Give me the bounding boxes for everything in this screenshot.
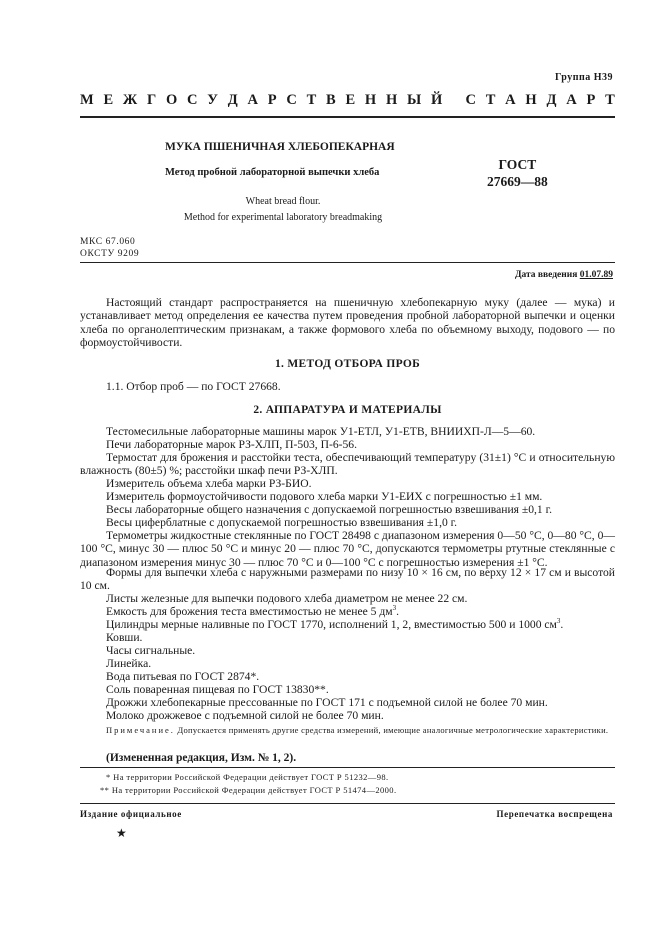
gost-label: ГОСТ — [498, 157, 537, 172]
banner-letter: В — [326, 92, 336, 108]
footnote-1: * На территории Российской Федерации действует ГОСТ Р 51232—98. — [106, 772, 389, 782]
equipment-line-10: Листы железные для выпечки подового хлеба диаметром не менее 22 см. — [106, 592, 468, 605]
equipment-line-12: Цилиндры мерные наливные по ГОСТ 1770, исполнений 1, 2, вместимостью 500 и 1000 $см^3$. — [106, 617, 564, 631]
banner-letter: У — [207, 92, 218, 108]
banner-letter: Н — [525, 92, 537, 108]
gost-number: 27669—88 — [487, 174, 548, 189]
banner-letter: Е — [103, 92, 114, 108]
english-title — [0, 194, 566, 226]
equipment-line-18: Дрожжи хлебопекарные прессованные по ГОСТ 171 с подъемной силой не более 70 мин. — [106, 696, 548, 709]
equipment-line-16: Вода питьевая по ГОСТ 2874*. — [106, 670, 260, 683]
introduction-date-value: 01.07.89 — [579, 270, 613, 280]
equipment-line-13: Ковши. — [106, 631, 143, 644]
equipment-line-17: Соль поваренная пищевая по ГОСТ 13830**. — [106, 683, 329, 696]
equipment-line-4: Измеритель объема хлеба марки РЗ-БИО. — [106, 477, 312, 490]
banner-letter: Й — [431, 92, 443, 108]
document-title: МУКА ПШЕНИЧНАЯ ХЛЕБОПЕКАРНАЯ — [165, 141, 395, 153]
document-subtitle: Метод пробной лабораторной выпечки хлеба — [165, 167, 380, 178]
banner-letter: С — [465, 92, 476, 108]
banner-letter: Д — [546, 92, 557, 108]
equipment-paragraph-8: Термометры жидкостные стеклянные по ГОСТ 28498 с диапазоном измерения 0—50 °С, 0—80 °С, 0—100 °С, минус 30 — плюс 50 °С и минус 20 — плюс 70 °С, допускаются термометры ртутные стеклянные с диапазоном измерения минус 30 — плюс 70 °С и 0—100 °С с погрешностью измерения ±1 °С. — [80, 529, 615, 569]
group-label: Группа Н39 — [555, 72, 613, 83]
banner-letter: Н — [385, 92, 398, 108]
classification-codes — [80, 236, 139, 260]
header-rule — [80, 116, 615, 118]
equipment-line-6: Весы лабораторные общего назначения с допускаемой погрешностью взвешивания ±0,1 г. — [106, 503, 552, 516]
section-2-heading: 2. АППАРАТУРА И МАТЕРИАЛЫ — [253, 404, 442, 416]
banner-letter: Е — [345, 92, 356, 108]
gost-designation — [487, 156, 548, 190]
banner-letter: А — [505, 92, 516, 108]
banner-letter — [452, 92, 456, 112]
equipment-line-5: Измеритель формоустойчивости подового хлеба марки У1-ЕИХ с погрешностью ±1 мм. — [106, 490, 543, 503]
equipment-line-19: Молоко дрожжевое с подъемной силой не более 70 мин. — [106, 709, 384, 722]
banner-letter: С — [286, 92, 297, 108]
equipment-paragraph-9: Формы для выпечки хлеба с наружными размерами по низу 10 × 16 см, по верху 12 × 17 см и высотой 10 см. — [80, 566, 615, 593]
edition-label: Издание официальное — [80, 809, 182, 819]
mks-code: МКС 67.060 — [80, 237, 136, 247]
equipment-line-2: Печи лабораторные марок РЗ-ХЛП, П-503, П-6-56. — [106, 438, 357, 451]
footnote-rule — [80, 767, 615, 768]
equipment-line-1: Тестомесильные лабораторные машины марок У1-ЕТЛ, У1-ЕТВ, ВНИИХП-Л—5—60. — [106, 425, 536, 438]
banner-letter: Т — [306, 92, 317, 108]
equipment-line-14: Часы сигнальные. — [106, 644, 196, 657]
banner-letter: Ы — [407, 92, 422, 108]
section-1-item: 1.1. Отбор проб — по ГОСТ 27668. — [106, 380, 281, 393]
reprint-notice: Перепечатка воспрещена — [496, 809, 613, 819]
banner-letter: А — [247, 92, 258, 108]
banner-letter: С — [187, 92, 198, 108]
banner-letter: Ж — [122, 92, 138, 108]
banner-letter: Г — [147, 92, 157, 108]
banner-letter: М — [80, 92, 94, 108]
section-1-heading: 1. МЕТОД ОТБОРА ПРОБ — [275, 358, 420, 370]
okstu-code: ОКСТУ 9209 — [80, 249, 140, 259]
banner-letter: А — [566, 92, 577, 108]
english-title-line-2: Method for experimental laboratory breadmaking — [183, 212, 383, 223]
note-text: Допускается применять другие средства измерений, имеющие аналогичные метрологические характеристики. — [177, 725, 609, 735]
banner-letter: Р — [267, 92, 277, 108]
note-label: Примечание. — [106, 725, 175, 735]
banner-letter: Д — [227, 92, 238, 108]
note-paragraph — [80, 725, 615, 737]
equipment-line-7: Весы циферблатные с допускаемой погрешностью взвешивания ±1,0 г. — [106, 516, 458, 529]
interstate-standard-banner — [80, 92, 615, 112]
amendment-note: (Измененная редакция, Изм. № 1, 2). — [106, 752, 297, 764]
banner-letter: О — [166, 92, 178, 108]
equipment-line-15: Линейка. — [106, 657, 152, 670]
introduction-date-label: Дата введения — [514, 270, 578, 280]
equipment-line-11: Емкость для брожения теста вместимостью не менее 5 $дм^3$. — [106, 604, 400, 618]
footer-rule — [80, 803, 615, 804]
banner-letter: Т — [485, 92, 496, 108]
english-title-line-1: Wheat bread flour. — [245, 196, 321, 207]
banner-letter: Т — [605, 92, 615, 108]
intro-paragraph: Настоящий стандарт распространяется на пшеничную хлебопекарную муку (далее — мука) и устанавливает метод определения ее качества путем проведения пробной лабораторной выпечки и оценки хлеба по органолептическим признакам, а также формового хлеба по объемному выходу, подового — по формоустойчивости. — [80, 296, 615, 350]
star-icon: ★ — [116, 826, 127, 840]
banner-letter: Р — [586, 92, 596, 108]
codes-rule — [80, 262, 615, 263]
equipment-paragraph-3: Термостат для брожения и расстойки теста, обеспечивающий температуру (31±1) °С и относительную влажность (80±5) %; расстойки шкаф печи РЗ-ХЛП. — [80, 451, 615, 478]
banner-letter: Н — [364, 92, 377, 108]
introduction-date — [515, 270, 613, 280]
footnote-2: ** На территории Российской Федерации действует ГОСТ Р 51474—2000. — [100, 785, 397, 795]
